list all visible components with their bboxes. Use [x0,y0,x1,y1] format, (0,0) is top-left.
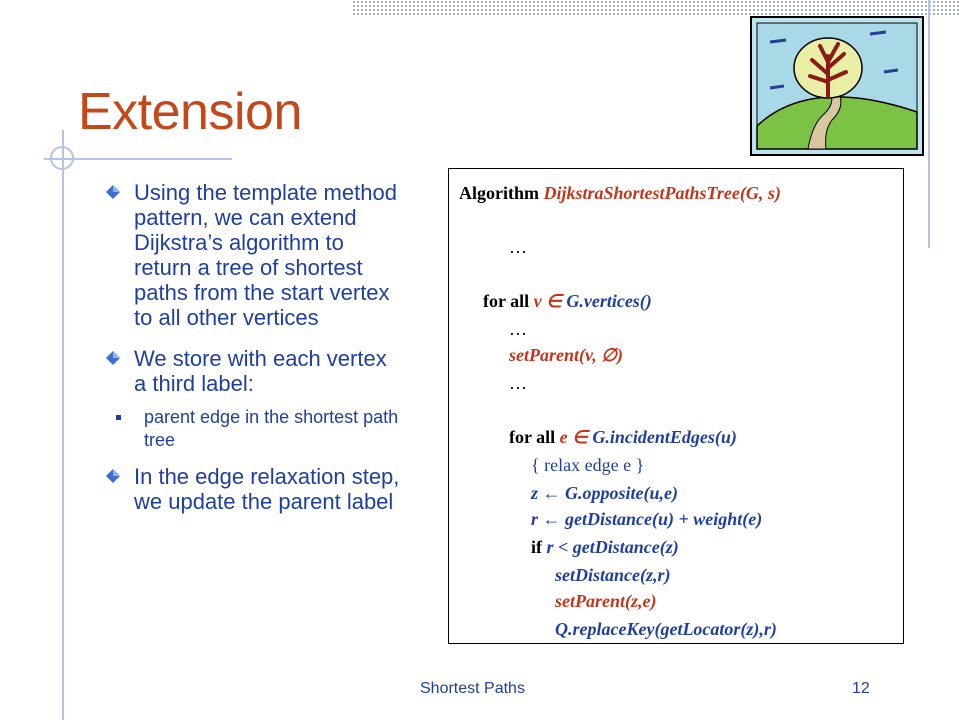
bullet-item [104,346,404,396]
sub-bullet-item [74,406,404,452]
code-for-vertices [483,291,652,312]
left-vertical-rule [62,130,64,720]
code-for-edges [509,427,737,448]
code-ellipsis: … [509,319,527,339]
diamond-bullet-icon [106,469,120,483]
bullet-list [104,180,404,524]
code-set-parent-null: setParent(v, ∅) [509,345,623,365]
slide-title: Extension [78,83,302,141]
right-vertical-rule [928,0,930,248]
if-keyword: if [531,537,542,557]
for-keyword: for all [509,427,556,447]
corner-ring-decoration [50,146,74,170]
bullet-text: In the edge relaxation step, we update the parent label [134,464,400,514]
algorithm-keyword: Algorithm [459,183,539,203]
diamond-bullet-icon [106,185,120,199]
code-ellipsis: … [509,373,527,393]
bullet-text: We store with each vertex a third label: [134,346,387,396]
for-keyword: for all [483,291,530,311]
if-condition: r < getDistance(z) [546,537,679,557]
code-if [531,537,679,558]
loop-variable: v ∈ [533,291,562,311]
code-replace-key: Q.replaceKey(getLocator(z),r) [555,619,777,639]
loop-variable: e ∈ [559,427,588,447]
square-bullet-icon [116,415,121,420]
dotted-border-decoration [352,0,960,16]
algorithm-name: DijkstraShortestPathsTree(G, s) [543,183,781,203]
tree-on-hill-clipart [750,16,924,156]
code-set-parent-edge: setParent(z,e) [555,591,657,611]
bullet-item [104,180,404,330]
code-assign-r: r ← getDistance(u) + weight(e) [531,509,763,529]
loop-expression: G.vertices() [566,291,652,311]
code-set-distance: setDistance(z,r) [555,565,671,585]
bullet-text: Using the template method pattern, we can extend Dijkstra’s algorithm to return a tree of shortest paths from the start vertex to all other vertices [134,180,397,330]
code-assign-z: z ← G.opposite(u,e) [531,483,678,503]
footer-topic: Shortest Paths [420,680,525,697]
loop-expression: G.incidentEdges(u) [592,427,737,447]
footer-page-number: 12 [852,680,870,697]
algorithm-box [448,168,904,644]
code-relax-comment: { relax edge e } [531,455,645,475]
bullet-item [104,464,404,514]
code-ellipsis: … [509,237,527,257]
algorithm-header [459,183,781,204]
diamond-bullet-icon [106,351,120,365]
sub-bullet-text: parent edge in the shortest path tree [144,407,399,450]
